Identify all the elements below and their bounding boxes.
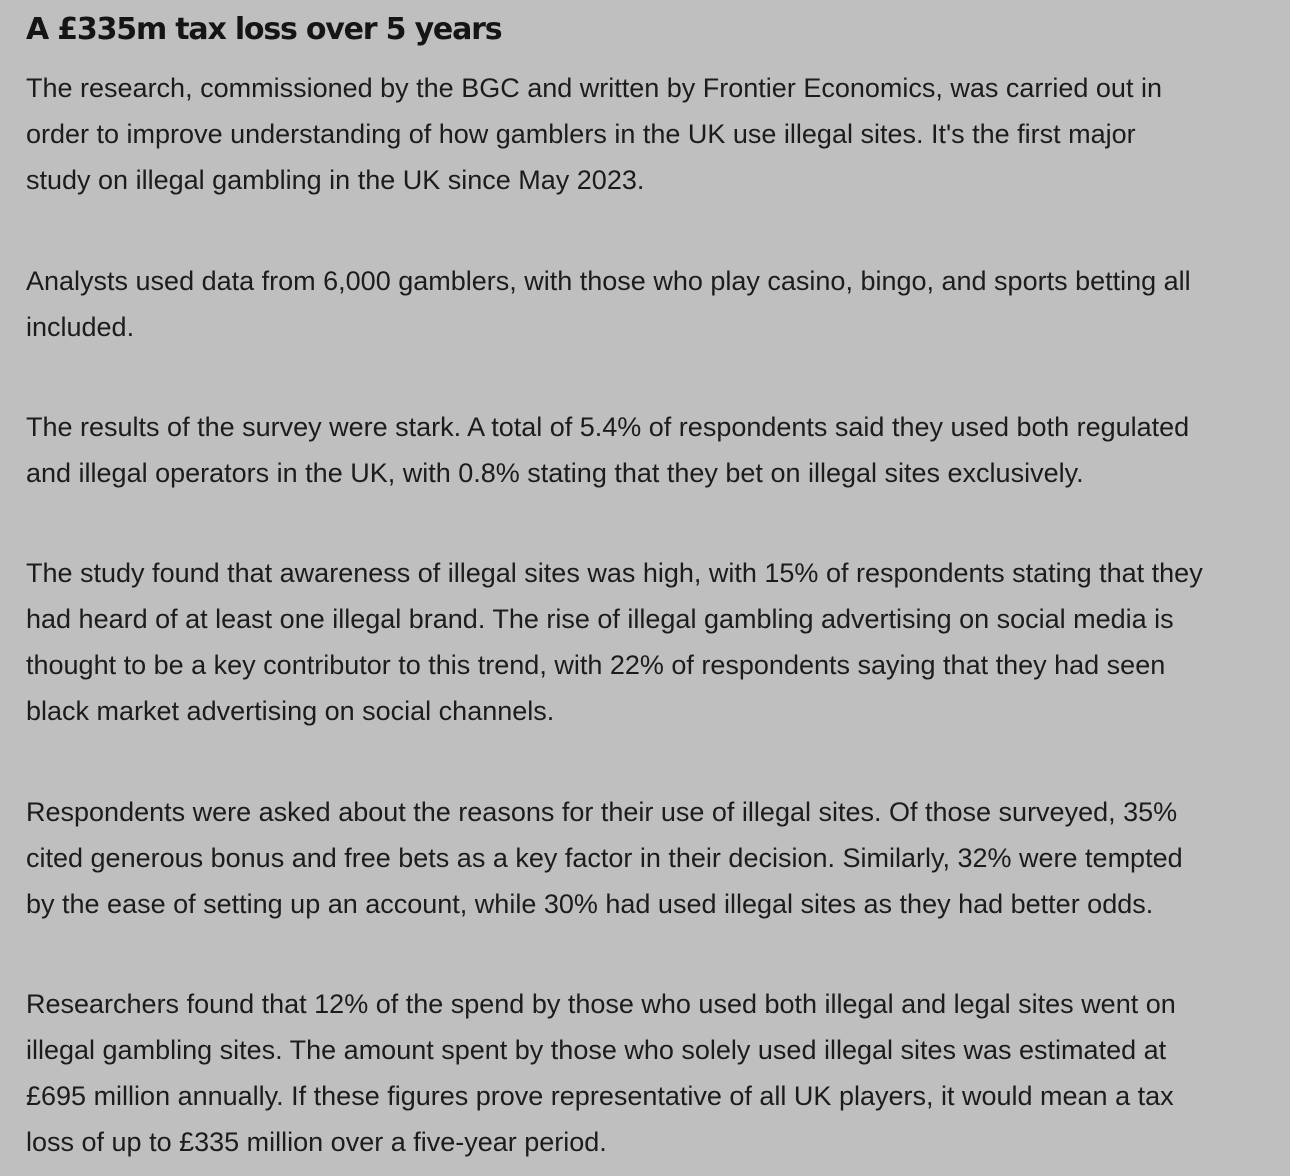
paragraph-line: cited generous bonus and free bets as a key factor in their decision. Similarly, 32% were tempted [26,843,1183,873]
paragraph-line: The results of the survey were stark. A total of 5.4% of respondents said they used both regulated [26,412,1190,442]
paragraph-line: Researchers found that 12% of the spend by those who used both illegal and legal sites went on [26,989,1176,1019]
paragraph-line: by the ease of setting up an account, while 30% had used illegal sites as they had better odds. [26,889,1154,919]
paragraph-line: Analysts used data from 6,000 gamblers, with those who play casino, bingo, and sports betting all [26,266,1191,296]
paragraph-analysts [26,258,1191,350]
paragraph-survey-results [26,404,1189,496]
paragraph-awareness [26,550,1203,734]
paragraph-line: and illegal operators in the UK, with 0.8% stating that they bet on illegal sites exclusively. [26,458,1084,488]
paragraph-line: study on illegal gambling in the UK since May 2023. [26,165,645,195]
paragraph-line: had heard of at least one illegal brand. The rise of illegal gambling advertising on social media is [26,604,1174,634]
paragraph-line: black market advertising on social channels. [26,696,555,726]
paragraph-line: Respondents were asked about the reasons for their use of illegal sites. Of those surveyed, 35% [26,797,1178,827]
paragraph-line: included. [26,312,135,342]
section-heading: A £335m tax loss over 5 years [26,12,502,47]
paragraph-line: £695 million annually. If these figures prove representative of all UK players, it would mean a tax [26,1081,1174,1111]
paragraph-line: thought to be a key contributor to this trend, with 22% of respondents saying that they had seen [26,650,1166,680]
paragraph-line: illegal gambling sites. The amount spent by those who solely used illegal sites was estimated at [26,1035,1167,1065]
paragraph-research-intro [26,65,1162,203]
paragraph-reasons [26,789,1183,927]
paragraph-line: loss of up to £335 million over a five-year period. [26,1127,607,1157]
paragraph-tax-loss [26,981,1176,1165]
paragraph-line: The study found that awareness of illegal sites was high, with 15% of respondents stating that they [26,558,1203,588]
paragraph-line: order to improve understanding of how gamblers in the UK use illegal sites. It's the first major [26,119,1136,149]
paragraph-line: The research, commissioned by the BGC and written by Frontier Economics, was carried out in [26,73,1162,103]
